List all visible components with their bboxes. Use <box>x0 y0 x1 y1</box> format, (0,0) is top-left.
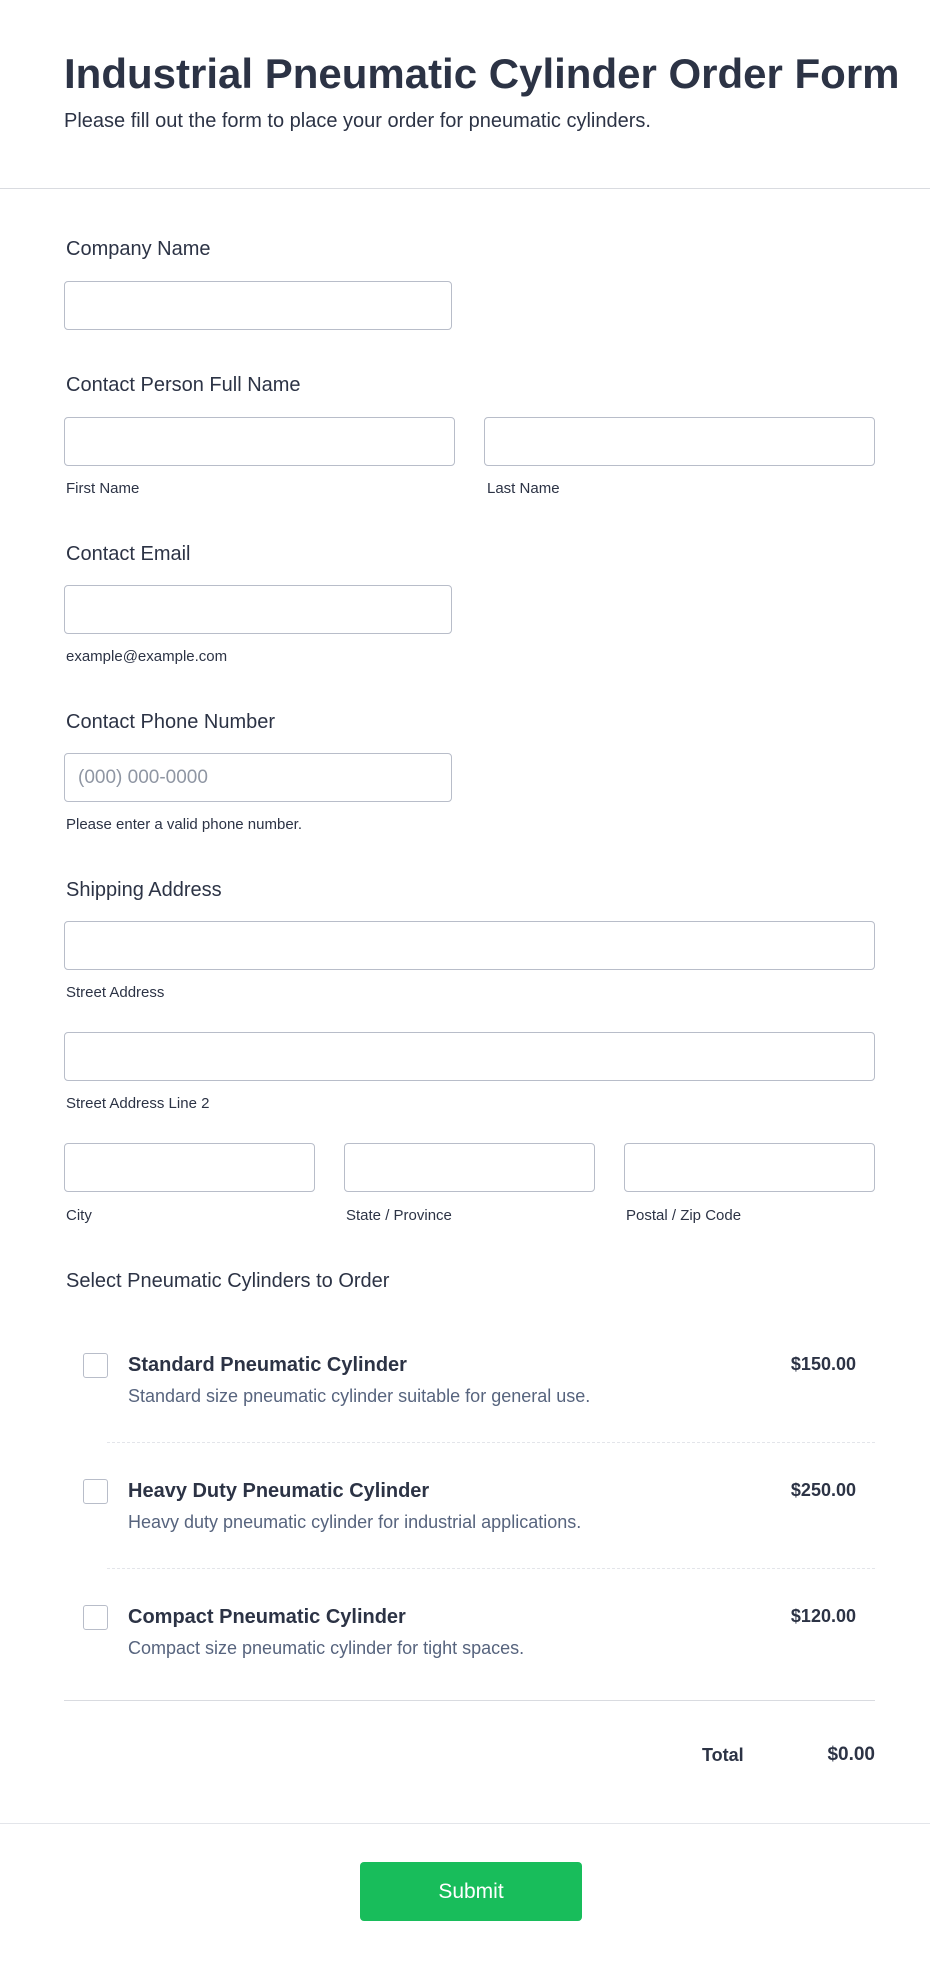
page-title: Industrial Pneumatic Cylinder Order Form <box>64 50 900 97</box>
shipping-address-label: Shipping Address <box>66 879 222 901</box>
street-address-line2-input[interactable] <box>64 1032 875 1081</box>
product-divider <box>107 1442 875 1443</box>
zip-sublabel: Postal / Zip Code <box>626 1207 742 1224</box>
product-description: Heavy duty pneumatic cylinder for industrial applications. <box>128 1512 582 1532</box>
email-input[interactable] <box>64 585 452 634</box>
page-subtitle: Please fill out the form to place your order for pneumatic cylinders. <box>64 110 651 132</box>
total-value: $0.00 <box>827 1744 875 1765</box>
city-input[interactable] <box>64 1143 315 1192</box>
product-price: $250.00 <box>790 1480 856 1500</box>
contact-phone-label: Contact Phone Number <box>66 711 276 733</box>
state-sublabel: State / Province <box>346 1207 452 1224</box>
product-name: Heavy Duty Pneumatic Cylinder <box>128 1480 430 1502</box>
submit-button[interactable]: Submit <box>360 1862 582 1921</box>
product-checkbox[interactable] <box>83 1479 108 1504</box>
company-name-label: Company Name <box>66 238 211 260</box>
zip-input[interactable] <box>624 1143 875 1192</box>
first-name-input[interactable] <box>64 417 455 466</box>
last-name-input[interactable] <box>484 417 875 466</box>
email-sublabel: example@example.com <box>66 648 228 665</box>
contact-name-label: Contact Person Full Name <box>66 374 301 396</box>
company-name-input[interactable] <box>64 281 452 330</box>
product-price: $150.00 <box>790 1354 856 1374</box>
product-description: Compact size pneumatic cylinder for tight spaces. <box>128 1638 525 1658</box>
first-name-sublabel: First Name <box>66 480 140 497</box>
product-item-heavy-duty[interactable] <box>64 1474 875 1574</box>
contact-email-label: Contact Email <box>66 543 191 565</box>
products-label: Select Pneumatic Cylinders to Order <box>66 1270 390 1292</box>
product-item-compact[interactable] <box>64 1600 875 1690</box>
phone-sublabel: Please enter a valid phone number. <box>66 816 302 833</box>
street-address-line2-sublabel: Street Address Line 2 <box>66 1095 210 1112</box>
state-input[interactable] <box>344 1143 595 1192</box>
footer-divider <box>0 1823 930 1824</box>
product-price: $120.00 <box>790 1606 856 1626</box>
product-checkbox[interactable] <box>83 1605 108 1630</box>
form-header <box>0 0 930 189</box>
product-name: Compact Pneumatic Cylinder <box>128 1606 406 1628</box>
product-item-standard[interactable] <box>64 1348 875 1448</box>
city-sublabel: City <box>66 1207 92 1224</box>
product-divider <box>107 1568 875 1569</box>
product-description: Standard size pneumatic cylinder suitable for general use. <box>128 1386 591 1406</box>
street-address-sublabel: Street Address <box>66 984 165 1001</box>
product-checkbox[interactable] <box>83 1353 108 1378</box>
last-name-sublabel: Last Name <box>487 480 560 497</box>
street-address-input[interactable] <box>64 921 875 970</box>
phone-input[interactable] <box>64 753 452 802</box>
total-label: Total <box>702 1745 744 1765</box>
total-divider <box>64 1700 875 1701</box>
product-name: Standard Pneumatic Cylinder <box>128 1354 407 1376</box>
